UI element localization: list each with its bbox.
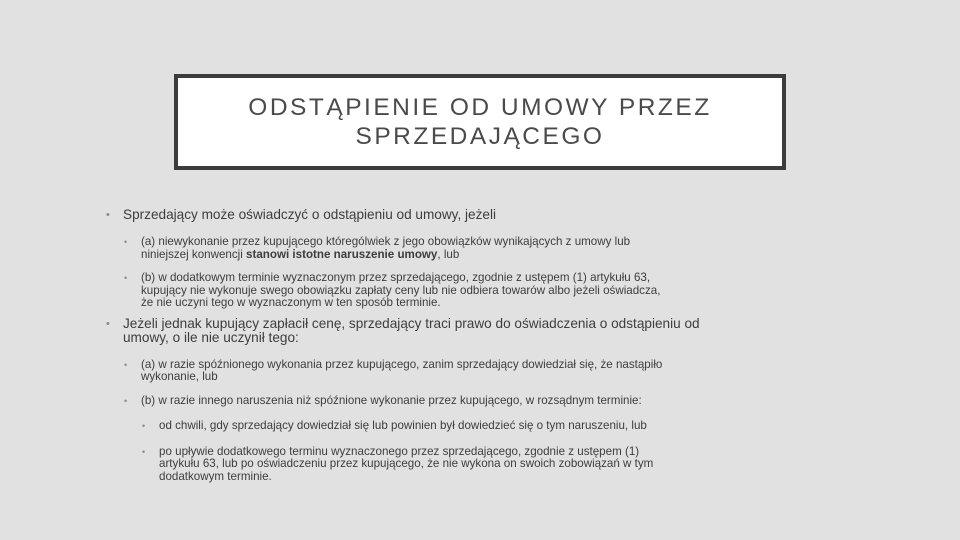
bullet-1b-line1: (b) w dodatkowym terminie wyznaczonym przez sprzedającego, zgodnie z ustępem (1) artykułu 63, xyxy=(141,271,651,284)
bullet-marker: • xyxy=(124,237,128,247)
bullet-2b-ii-line1: po upływie dodatkowego terminu wyznaczonego przez sprzedającego, zgodnie z ustępem (1) xyxy=(159,444,640,458)
bullet-1b-line3: że nie uczyni tego w wyznaczonym w ten sposób terminie. xyxy=(141,296,441,309)
bullet-1b-line2: kupujący nie wykonuje swego obowiązku zapłaty ceny lub nie odbiera towarów albo jeżeli oświadcza, xyxy=(141,283,661,297)
bullet-2b-i-text: od chwili, gdy sprzedający dowiedział się lub powinien był dowiedzieć się o tym naruszeniu, lub xyxy=(159,419,647,432)
slide-title-line2: SPRZEDAJĄCEGO xyxy=(355,123,605,150)
bullet-2a xyxy=(106,359,786,384)
bullet-1a-line1: (a) niewykonanie przez kupującego którególwiek z jego obowiązków wynikających z umowy lub xyxy=(141,235,631,248)
bullet-2b-ii xyxy=(106,446,786,484)
bullet-1a-line2-pre: niniejszej konwencji xyxy=(141,247,247,261)
bullet-marker: • xyxy=(106,317,110,330)
slide-title xyxy=(238,93,721,151)
bullet-marker: • xyxy=(142,446,146,457)
bullet-2b-text: (b) w razie innego naruszenia niż spóźnione wykonanie przez kupującego, w rozsądnym terminie: xyxy=(141,393,642,407)
slide-content xyxy=(106,208,786,494)
bullet-2a-line2: wykonanie, lub xyxy=(141,370,218,383)
bullet-2b-i xyxy=(106,420,786,433)
bullet-1a-line2-post: , lub xyxy=(437,247,460,261)
bullet-1-text: Sprzedający może oświadczyć o odstąpieniu od umowy, jeżeli xyxy=(123,207,497,222)
bullet-2 xyxy=(106,317,786,345)
bullet-2a-line1: (a) w razie spóźnionego wykonania przez kupującego, zanim sprzedający dowiedział się, że nastąpiło xyxy=(141,357,663,371)
bullet-2b-ii-line3: dodatkowym terminie. xyxy=(159,469,272,483)
bullet-2-line1: Jeżeli jednak kupujący zapłacił cenę, sprzedający traci prawo do oświadczenia o odstąpieniu od xyxy=(123,315,700,331)
bullet-1 xyxy=(106,208,786,222)
title-box xyxy=(174,74,786,170)
slide-title-line1: ODSTĄPIENIE OD UMOWY PRZEZ xyxy=(248,94,712,121)
bullet-marker: • xyxy=(124,395,128,406)
bullet-1a-line2 xyxy=(141,249,786,262)
bullet-marker: • xyxy=(124,359,128,370)
bullet-marker: • xyxy=(142,421,146,431)
bullet-2b-ii-line2: artykułu 63, lub po oświadczeniu przez kupującego, że nie wykona on swoich zobowiązań w tym xyxy=(159,457,654,470)
bullet-marker: • xyxy=(106,209,110,221)
bullet-2b xyxy=(106,395,786,408)
bullet-1a xyxy=(106,236,786,261)
bullet-2-line2: umowy, o ile nie uczynił tego: xyxy=(123,329,299,345)
bullet-marker: • xyxy=(124,273,128,283)
bullet-1b xyxy=(106,272,786,310)
bullet-1a-bold: stanowi istotne naruszenie umowy xyxy=(246,247,438,261)
